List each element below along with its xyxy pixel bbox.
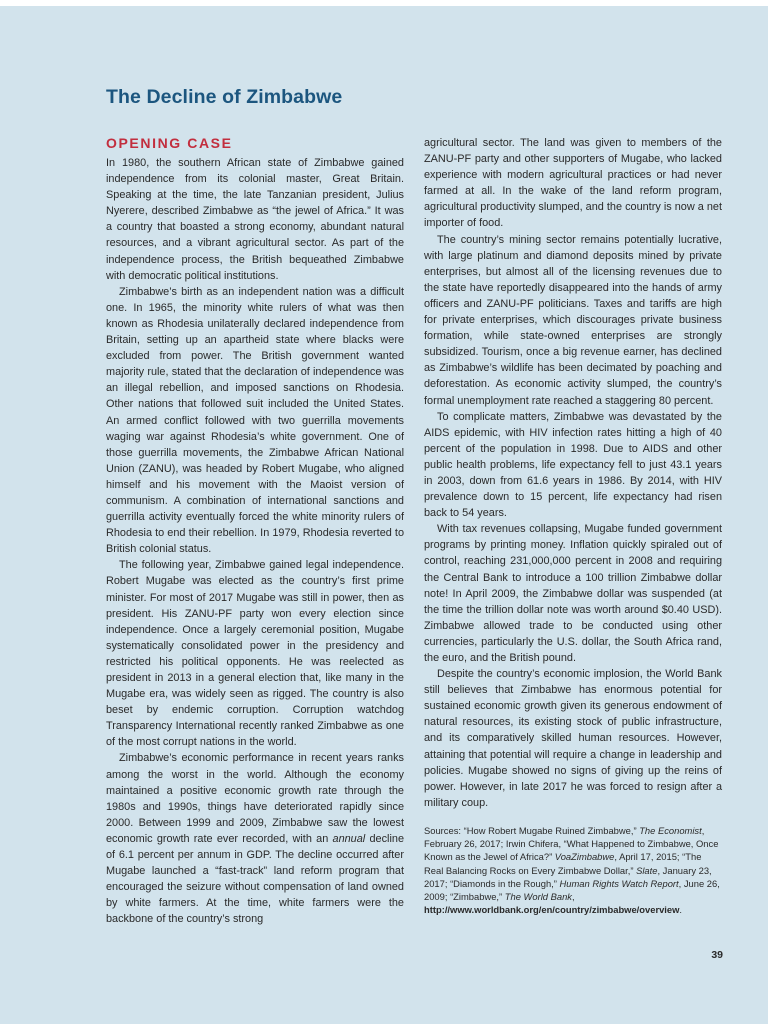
paragraph: The following year, Zimbabwe gained legal independence. Robert Mugabe was elected as the country’s first prime minister. For most of 2017 Mugabe was still in power, then as president. His ZANU-PF party won every election since independence. Once a largely ceremonial position, Mugabe systematically consolidated power in the presidency and restricted his political opponents. He was reelected as president in 2013 in a general election that, like many in the Mugabe era, was widely seen as rigged. The country is also beset by endemic corruption. Corruption watchdog Transparency International recently ranked Zimbabwe as one of the most corrupt nations in the world. [106,559,404,749]
emphasis-text: annual [332,832,366,845]
top-strip [0,0,768,6]
sources-text: , January 23, 2017; “Diamonds in the Rough,” [424,864,712,889]
paragraph [106,750,404,927]
sources-text: , [571,890,575,902]
source-title: Slate [636,864,658,876]
paragraph: To complicate matters, Zimbabwe was devastated by the AIDS epidemic, with HIV infection rates hitting a high of 40 percent of the population in 1998. Due to AIDS and other public health problems, life expectancy fell to just 43.1 years in 2003, down from 61.6 years in 1986. By 2014, with HIV prevalence down to 15 percent, life expectancy had risen back to 54 years. [424,410,722,520]
sources-note [424,824,722,916]
source-title: The Economist [639,824,702,836]
paragraph: With tax revenues collapsing, Mugabe funded government programs by printing money. Inflation quickly spiraled out of control, reaching 231,000,000 percent in 2008 and requiring the Central Bank to introduce a 100 trillion Zimbabwe dollar note! In April 2009, the Zimbabwe dollar was suspended (at the time the trillion dollar note was worth around $0.40 USD). Zimbabwe allowed trade to be conducted using other currencies, particularly the U.S. dollar, the South Africa rand, the euro, and the British pound. [424,523,722,664]
sources-text: , February 26, 2017; Irwin Chifera, “What Happened to Zimbabwe, Once Known as the Jewel of Africa?” [424,824,719,863]
sources-text: , April 17, 2015; “The Real Balancing Rocks on Every Zimbabwe Dollar,” [424,851,702,876]
source-title: Human Rights Watch Report [559,877,679,889]
right-column [424,135,722,916]
sources-text: , June 26, 2009; “Zimbabwe,” [424,877,720,902]
page-number: 39 [711,949,723,961]
paragraph: The country’s mining sector remains potentially lucrative, with large platinum and diamond deposits mined by private enterprises, but almost all of the licensing revenues due to the state have reportedly disappeared into the hands of army officers and ZANU-PF politicians. Taxes and tariffs are high for private enterprises, which discourages private business formation, while state-owned enterprises are strongly subsidized. Tourism, once a big revenue earner, has declined as Zimbabwe’s wildlife has been decimated by poaching and deforestation. As economic activity slumped, the country’s formal unemployment rate reached a staggering 80 percent. [424,233,722,407]
opening-case-label: OPENING CASE [106,135,233,151]
left-column [106,135,404,928]
source-title: VoaZimbabwe [554,851,615,863]
sources-text: Sources: “How Robert Mugabe Ruined Zimbabwe,” [424,824,640,836]
paragraph-text: Zimbabwe’s economic performance in recent years ranks among the worst in the world. Although the economy maintained a positive economic growth rate through the 1980s and 1990s, things have deteriorated rapidly since 2000. Between 1999 and 2009, Zimbabwe saw the lowest economic growth rate ever recorded, with an [106,752,404,845]
source-url-link[interactable]: http://www.worldbank.org/en/country/zimbabwe/overview [424,904,680,916]
paragraph: Zimbabwe’s birth as an independent nation was a difficult one. In 1965, the minority white rulers of what was then known as Rhodesia unilaterally declared independence from Britain, setting up an apartheid state where blacks were excluded from power. The British government wanted majority rule, stated that the declaration of independence was an illegal rebellion, and imposed sanctions on Rhodesia. Other nations that followed suit included the United States. An armed conflict followed with two guerrilla movements waging war against Rhodesia’s white government. One of those guerrilla movements, the Zimbabwe African National Union (ZANU), was headed by Robert Mugabe, who aligned himself and his movement with the Maoist version of communism. A combination of international sanctions and guerrilla activity eventually forced the white minority rulers of Rhodesia to end their rebellion. In 1979, Rhodesia reverted to British colonial status. [106,285,404,556]
source-title: The World Bank [504,890,572,902]
sources-text: . [679,904,683,916]
paragraph: agricultural sector. The land was given to members of the ZANU-PF party and other supporters of Mugabe, who lacked experience with modern agricultural practices or had never farmed at all. In the wake of the land reform program, agricultural productivity slumped, and the country is now a net importer of food. [424,137,722,230]
page-title: The Decline of Zimbabwe [106,86,343,108]
paragraph-text: decline of 6.1 percent per annum in GDP. The decline occurred after Mugabe launched a “fast-track” land reform program that encouraged the seizure without compensation of land owned by white farmers. At the time, white farmers were the backbone of the country’s strong [106,832,404,926]
paragraph: Despite the country’s economic implosion, the World Bank still believes that Zimbabwe has enormous potential for sustained economic growth given its generous endowment of natural resources, its existing stock of public infrastructure, and its comparatively skilled human resources. However, attaining that potential will require a change in leadership and policies. Mugabe showed no signs of giving up the reins of power. However, in late 2017 he was forced to resign after a military coup. [424,668,722,809]
paragraph: In 1980, the southern African state of Zimbabwe gained independence from its colonial master, Great Britain. Speaking at the time, the late Tanzanian president, Julius Nyerere, described Zimbabwe as “the jewel of Africa.” It was a country that boasted a strong economy, abundant natural resources, and a vibrant agricultural sector. As part of the independence process, the British bequeathed Zimbabwe with democratic political institutions. [106,157,404,282]
